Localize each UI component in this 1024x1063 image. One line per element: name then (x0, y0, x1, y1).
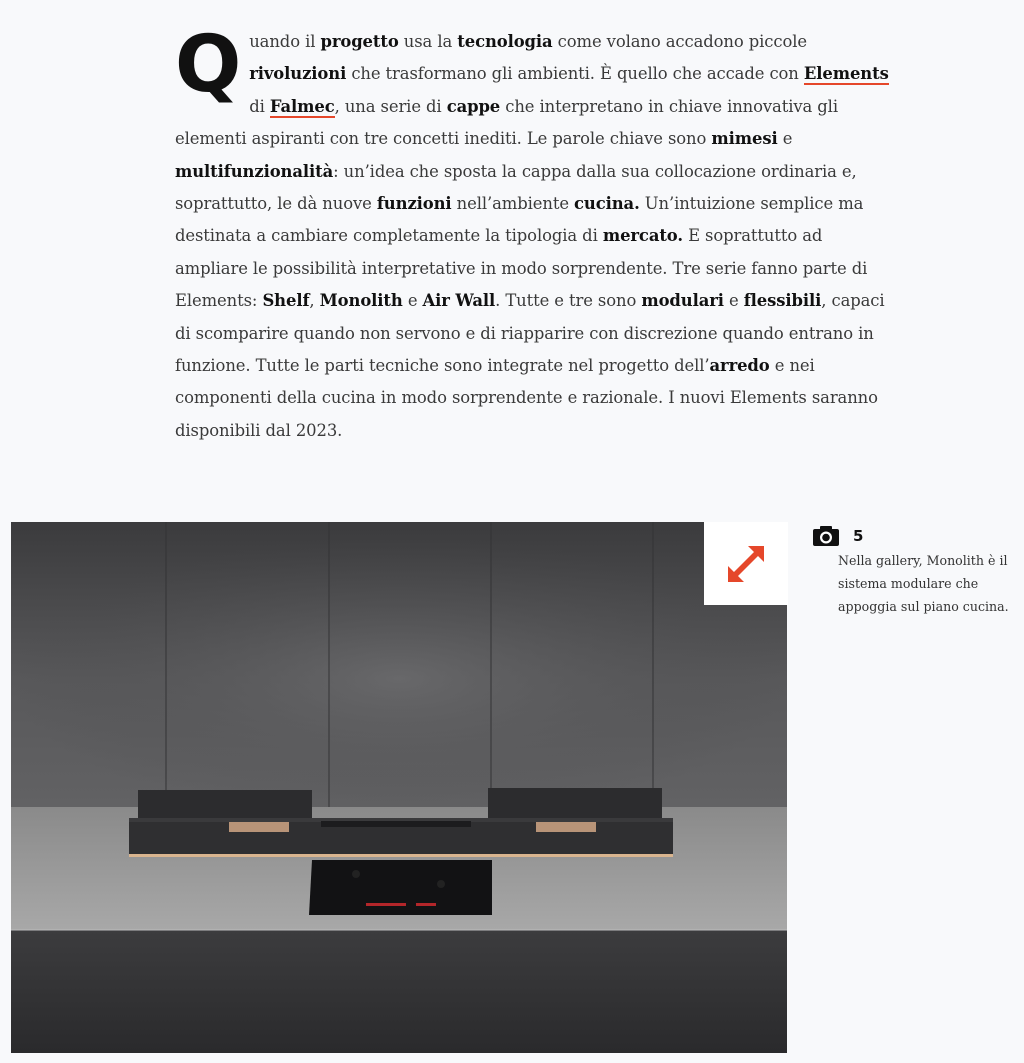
gallery-photo[interactable] (11, 522, 787, 1053)
text-run: che interpretano in chiave innovativa gli elementi aspiranti con tre concetti inediti. Le parole chiave sono (175, 96, 838, 149)
gallery-count: 5 (853, 527, 864, 545)
gallery-caption-text: Nella gallery, Monolith è il sistema modulare che appoggia sul piano cucina. (838, 553, 1009, 614)
keyword: Shelf (262, 291, 310, 311)
kitchen-photo-illustration (11, 522, 787, 1053)
keyword: cucina. (574, 194, 640, 214)
keyword: mimesi (711, 129, 778, 149)
text-run: , capaci di scomparire quando non servono e di riapparire con discrezione quando entrano in funzione. Tutte le parti tecniche sono integrate nel progetto dell’ (175, 291, 885, 376)
keyword: funzioni (376, 194, 452, 214)
text-run: e (723, 291, 744, 311)
drop-cap: Q (175, 20, 242, 110)
text-run: e (402, 291, 423, 311)
keyword: multifunzionalità (175, 161, 334, 181)
text-run: Un’intuizione semplice ma destinata a cambiare completamente la tipologia di (175, 194, 864, 246)
text-run: usa la (398, 32, 458, 51)
keyword: cappe (446, 96, 501, 116)
text-run: , (309, 291, 320, 311)
text-run: di (249, 96, 270, 116)
keyword: tecnologia (457, 32, 553, 51)
text-run: E soprattutto ad ampliare le possibilità interpretative in modo sorprendente. Tre serie fanno parte di Elements: (175, 226, 868, 311)
keyword: arredo (709, 356, 770, 376)
keyword: progetto (320, 32, 399, 51)
gallery-caption (813, 523, 1018, 618)
article-body (175, 20, 895, 447)
camera-icon (813, 526, 839, 546)
keyword: flessibili (743, 291, 822, 311)
expand-button[interactable] (704, 522, 788, 605)
text-run: come volano accadono piccole (552, 32, 807, 51)
text-run: nell’ambiente (451, 194, 575, 214)
text-run: , una serie di (334, 96, 447, 116)
keyword: rivoluzioni (249, 64, 347, 84)
text-run: uando il (249, 32, 321, 51)
keyword: Monolith (319, 291, 403, 311)
keyword: modulari (641, 291, 724, 311)
article-paragraph (175, 20, 895, 447)
text-run: che trasformano gli ambienti. È quello che accade con (346, 64, 804, 84)
text-run: e nei componenti della cucina in modo sorprendente e razionale. I nuovi Elements saranno disponibili dal 2023. (175, 356, 878, 440)
expand-arrows-icon (726, 544, 766, 584)
keyword: Air Wall (422, 291, 496, 311)
keyword: mercato. (602, 226, 683, 246)
keyword-link[interactable]: Falmec (269, 96, 335, 116)
text-run: . Tutte e tre sono (495, 291, 642, 311)
keyword-link[interactable]: Elements (803, 64, 889, 84)
text-run: : un’idea che sposta la cappa dalla sua collocazione ordinaria e, soprattutto, le dà nuove (175, 161, 857, 214)
text-run: e (777, 129, 793, 149)
